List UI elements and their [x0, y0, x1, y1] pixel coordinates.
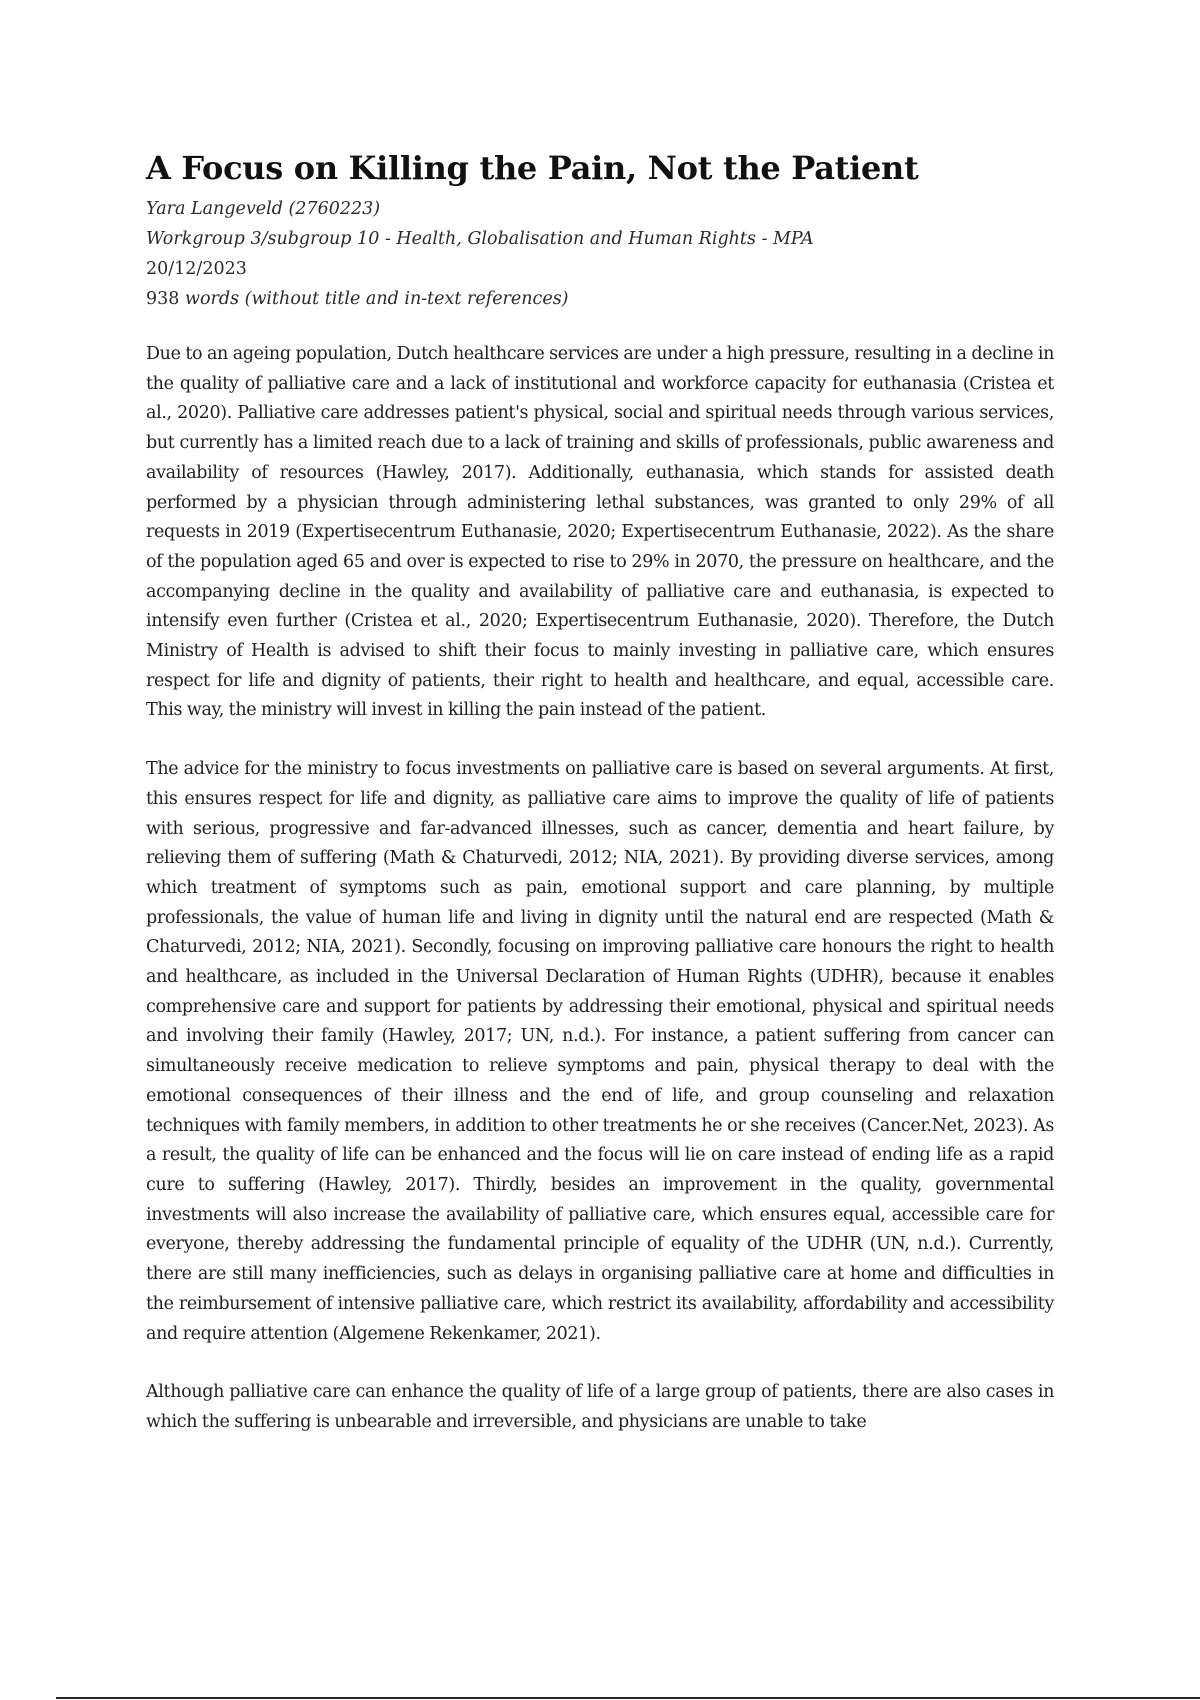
paragraph-arguments: The advice for the ministry to focus investments on palliative care is based on several arguments. At first, this ensures respect for life and dignity, as palliative care aims to improve the quality of life of patients with serious, progressive and far-advanced illnesses, such as cancer, dementia and heart failure, by relieving them of suffering (Math & Chaturvedi, 2012; NIA, 2021). By providing diverse services, among which treatment of symptoms such as pain, emotional support and care planning, by multiple professionals, the value of human life and living in dignity until the natural end are respected (Math & Chaturvedi, 2012; NIA, 2021). Secondly, focusing on improving palliative care honours the right to health and healthcare, as included in the Universal Declaration of Human Rights (UDHR), because it enables comprehensive care and support for patients by addressing their emotional, physical and spiritual needs and involving their family (Hawley, 2017; UN, n.d.). For instance, a patient suffering from cancer can simultaneously receive medication to relieve symptoms and pain, physical therapy to deal with the emotional consequences of their illness and the end of life, and group counseling and relaxation techniques with family members, in addition to other treatments he or she receives (Cancer.Net, 2023). As a result, the quality of life can be enhanced and the focus will lie on care instead of ending life as a rapid cure to suffering (Hawley, 2017). Thirdly, besides an improvement in the quality, governmental investments will also increase the availability of palliative care, which ensures equal, accessible care for everyone, thereby addressing the fundamental principle of equality of the UDHR (UN, n.d.). Currently, there are still many inefficiencies, such as delays in organising palliative care at home and difficulties in the reimbursement of intensive palliative care, which restrict its availability, affordability and accessibility and require attention (Algemene Rekenkamer, 2021).	[146, 759, 1054, 1344]
document-title: A Focus on Killing the Pain, Not the Patient	[146, 149, 919, 187]
document-page	[146, 146, 1054, 1438]
date-line: 20/12/2023	[146, 259, 247, 279]
author-line: Yara Langeveld (2760223)	[146, 199, 381, 219]
document-metadata	[146, 194, 1054, 314]
word-count-line	[146, 284, 1054, 314]
word-count-number: 938	[146, 289, 180, 309]
paragraph-counterargument: Although palliative care can enhance the quality of life of a large group of patients, there are also cases in which the suffering is unbearable and irreversible, and physicians are unable to take	[146, 1382, 1054, 1432]
paragraph-introduction: Due to an ageing population, Dutch healthcare services are under a high pressure, resulting in a decline in the quality of palliative care and a lack of institutional and workforce capacity for euthanasia (Cristea et al., 2020). Palliative care addresses patient's physical, social and spiritual needs through various services, but currently has a limited reach due to a lack of training and skills of professionals, public awareness and availability of resources (Hawley, 2017). Additionally, euthanasia, which stands for assisted death performed by a physician through administering lethal substances, was granted to only 29% of all requests in 2019 (Expertisecentrum Euthanasie, 2020; Expertisecentrum Euthanasie, 2022). As the share of the population aged 65 and over is expected to rise to 29% in 2070, the pressure on healthcare, and the accompanying decline in the quality and availability of palliative care and euthanasia, is expected to intensify even further (Cristea et al., 2020; Expertisecentrum Euthanasie, 2020). Therefore, the Dutch Ministry of Health is advised to shift their focus to mainly investing in palliative care, which ensures respect for life and dignity of patients, their right to health and healthcare, and equal, accessible care. This way, the ministry will invest in killing the pain instead of the patient.	[146, 344, 1054, 721]
page-bottom-rule	[56, 1697, 1200, 1699]
word-count-label: words (without title and in-text references)	[184, 289, 569, 309]
course-line: Workgroup 3/subgroup 10 - Health, Globalisation and Human Rights - MPA	[146, 229, 814, 249]
